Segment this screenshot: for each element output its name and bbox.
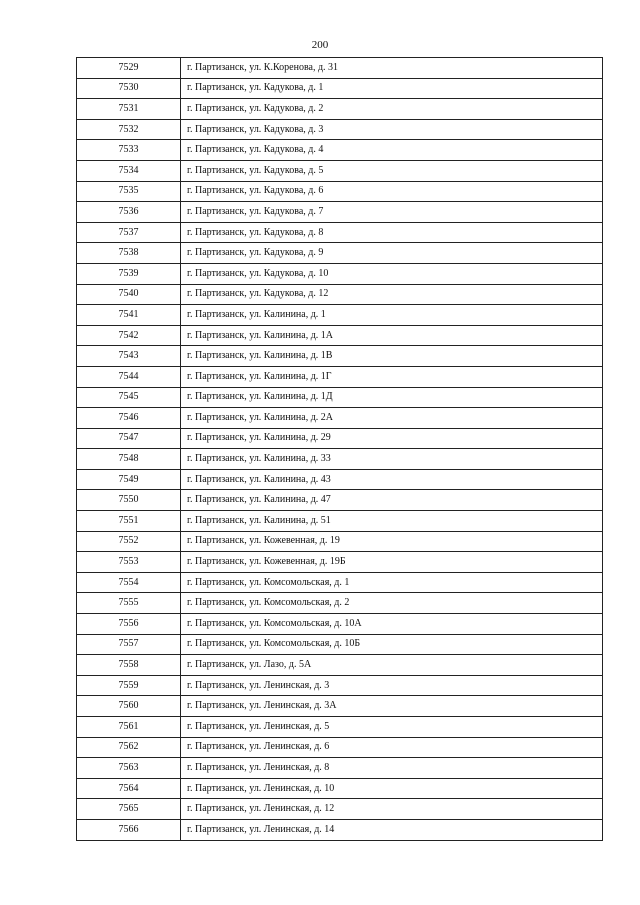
row-number-cell: 7540 [77,284,181,305]
row-number-cell: 7548 [77,449,181,470]
address-cell: г. Партизанск, ул. Ленинская, д. 12 [181,799,603,820]
table-row [77,717,603,738]
table-row [77,819,603,840]
address-cell: г. Партизанск, ул. Калинина, д. 1Г [181,366,603,387]
table-row [77,202,603,223]
table-row [77,346,603,367]
row-number-cell: 7555 [77,593,181,614]
table-row [77,366,603,387]
row-number-cell: 7535 [77,181,181,202]
row-number-cell: 7529 [77,58,181,79]
row-number-cell: 7560 [77,696,181,717]
table-row [77,263,603,284]
address-cell: г. Партизанск, ул. Кадукова, д. 5 [181,160,603,181]
address-cell: г. Партизанск, ул. Калинина, д. 43 [181,469,603,490]
row-number-cell: 7557 [77,634,181,655]
row-number-cell: 7559 [77,675,181,696]
table-row [77,222,603,243]
table-row [77,552,603,573]
address-cell: г. Партизанск, ул. Кадукова, д. 1 [181,78,603,99]
address-table [76,57,603,841]
row-number-cell: 7565 [77,799,181,820]
address-cell: г. Партизанск, ул. Кожевенная, д. 19 [181,531,603,552]
table-row [77,58,603,79]
row-number-cell: 7554 [77,572,181,593]
table-row [77,449,603,470]
address-cell: г. Партизанск, ул. Кадукова, д. 3 [181,119,603,140]
table-row [77,614,603,635]
table-row [77,490,603,511]
table-row [77,758,603,779]
row-number-cell: 7530 [77,78,181,99]
table-row [77,119,603,140]
row-number-cell: 7556 [77,614,181,635]
address-cell: г. Партизанск, ул. Калинина, д. 47 [181,490,603,511]
address-cell: г. Партизанск, ул. Кадукова, д. 12 [181,284,603,305]
address-cell: г. Партизанск, ул. Калинина, д. 51 [181,511,603,532]
table-row [77,531,603,552]
row-number-cell: 7533 [77,140,181,161]
table-row [77,325,603,346]
address-cell: г. Партизанск, ул. Кадукова, д. 6 [181,181,603,202]
row-number-cell: 7542 [77,325,181,346]
row-number-cell: 7564 [77,778,181,799]
row-number-cell: 7538 [77,243,181,264]
address-cell: г. Партизанск, ул. Ленинская, д. 3А [181,696,603,717]
address-cell: г. Партизанск, ул. Комсомольская, д. 2 [181,593,603,614]
table-body [77,58,603,841]
address-cell: г. Партизанск, ул. Комсомольская, д. 10Б [181,634,603,655]
address-cell: г. Партизанск, ул. Кадукова, д. 2 [181,99,603,120]
row-number-cell: 7536 [77,202,181,223]
address-cell: г. Партизанск, ул. Ленинская, д. 5 [181,717,603,738]
address-cell: г. Партизанск, ул. Кадукова, д. 7 [181,202,603,223]
table-row [77,655,603,676]
address-cell: г. Партизанск, ул. Калинина, д. 33 [181,449,603,470]
table-row [77,387,603,408]
address-cell: г. Партизанск, ул. Калинина, д. 1 [181,305,603,326]
table-row [77,160,603,181]
row-number-cell: 7543 [77,346,181,367]
table-row [77,469,603,490]
address-cell: г. Партизанск, ул. Ленинская, д. 14 [181,819,603,840]
table-row [77,737,603,758]
row-number-cell: 7537 [77,222,181,243]
address-cell: г. Партизанск, ул. Ленинская, д. 8 [181,758,603,779]
address-cell: г. Партизанск, ул. Комсомольская, д. 10А [181,614,603,635]
row-number-cell: 7531 [77,99,181,120]
address-cell: г. Партизанск, ул. Калинина, д. 29 [181,428,603,449]
address-cell: г. Партизанск, ул. Комсомольская, д. 1 [181,572,603,593]
row-number-cell: 7539 [77,263,181,284]
table-row [77,511,603,532]
address-cell: г. Партизанск, ул. К.Коренова, д. 31 [181,58,603,79]
table-row [77,181,603,202]
table-row [77,243,603,264]
table-row [77,140,603,161]
row-number-cell: 7544 [77,366,181,387]
row-number-cell: 7552 [77,531,181,552]
page-number: 200 [311,39,329,51]
address-cell: г. Партизанск, ул. Кадукова, д. 4 [181,140,603,161]
row-number-cell: 7562 [77,737,181,758]
row-number-cell: 7549 [77,469,181,490]
table-row [77,572,603,593]
row-number-cell: 7546 [77,408,181,429]
table-row [77,408,603,429]
address-cell: г. Партизанск, ул. Ленинская, д. 10 [181,778,603,799]
table-row [77,78,603,99]
row-number-cell: 7534 [77,160,181,181]
address-cell: г. Партизанск, ул. Лазо, д. 5А [181,655,603,676]
row-number-cell: 7547 [77,428,181,449]
address-cell: г. Партизанск, ул. Калинина, д. 1Д [181,387,603,408]
address-cell: г. Партизанск, ул. Ленинская, д. 6 [181,737,603,758]
row-number-cell: 7545 [77,387,181,408]
table-row [77,696,603,717]
row-number-cell: 7532 [77,119,181,140]
table-row [77,593,603,614]
table-row [77,284,603,305]
address-cell: г. Партизанск, ул. Калинина, д. 1В [181,346,603,367]
address-cell: г. Партизанск, ул. Кадукова, д. 8 [181,222,603,243]
address-cell: г. Партизанск, ул. Калинина, д. 1А [181,325,603,346]
address-cell: г. Партизанск, ул. Кадукова, д. 9 [181,243,603,264]
table-row [77,778,603,799]
row-number-cell: 7551 [77,511,181,532]
address-cell: г. Партизанск, ул. Кадукова, д. 10 [181,263,603,284]
row-number-cell: 7563 [77,758,181,779]
address-cell: г. Партизанск, ул. Калинина, д. 2А [181,408,603,429]
table-row [77,428,603,449]
address-cell: г. Партизанск, ул. Ленинская, д. 3 [181,675,603,696]
table-row [77,305,603,326]
row-number-cell: 7558 [77,655,181,676]
row-number-cell: 7553 [77,552,181,573]
table-row [77,99,603,120]
table-row [77,799,603,820]
row-number-cell: 7566 [77,819,181,840]
row-number-cell: 7561 [77,717,181,738]
row-number-cell: 7541 [77,305,181,326]
table-row [77,675,603,696]
address-cell: г. Партизанск, ул. Кожевенная, д. 19Б [181,552,603,573]
table-row [77,634,603,655]
row-number-cell: 7550 [77,490,181,511]
